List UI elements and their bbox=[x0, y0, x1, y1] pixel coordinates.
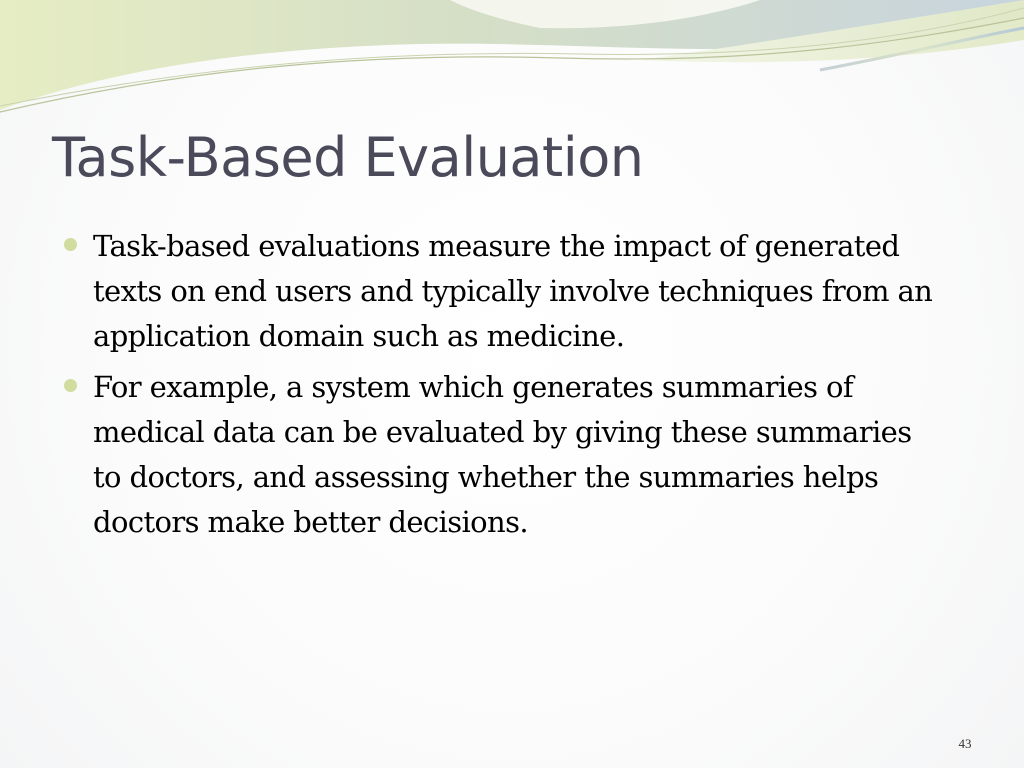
bullet-marker-icon bbox=[64, 379, 77, 392]
slide-title: Task-Based Evaluation bbox=[52, 126, 644, 189]
page-number: 43 bbox=[958, 736, 972, 751]
header-swoosh-decoration bbox=[0, 0, 1024, 130]
bullet-item bbox=[64, 365, 944, 545]
bullet-marker-icon bbox=[64, 238, 77, 251]
bullet-text: Task-based evaluations measure the impact of generated texts on end users and typically involve techniques from an application domain such as medicine. bbox=[93, 229, 933, 353]
bullet-text: For example, a system which generates summaries of medical data can be evaluated by giving these summaries to doctors, and assessing whether the summaries helps doctors make better decisions. bbox=[93, 370, 912, 539]
bullet-list bbox=[64, 224, 944, 551]
bullet-item bbox=[64, 224, 944, 359]
